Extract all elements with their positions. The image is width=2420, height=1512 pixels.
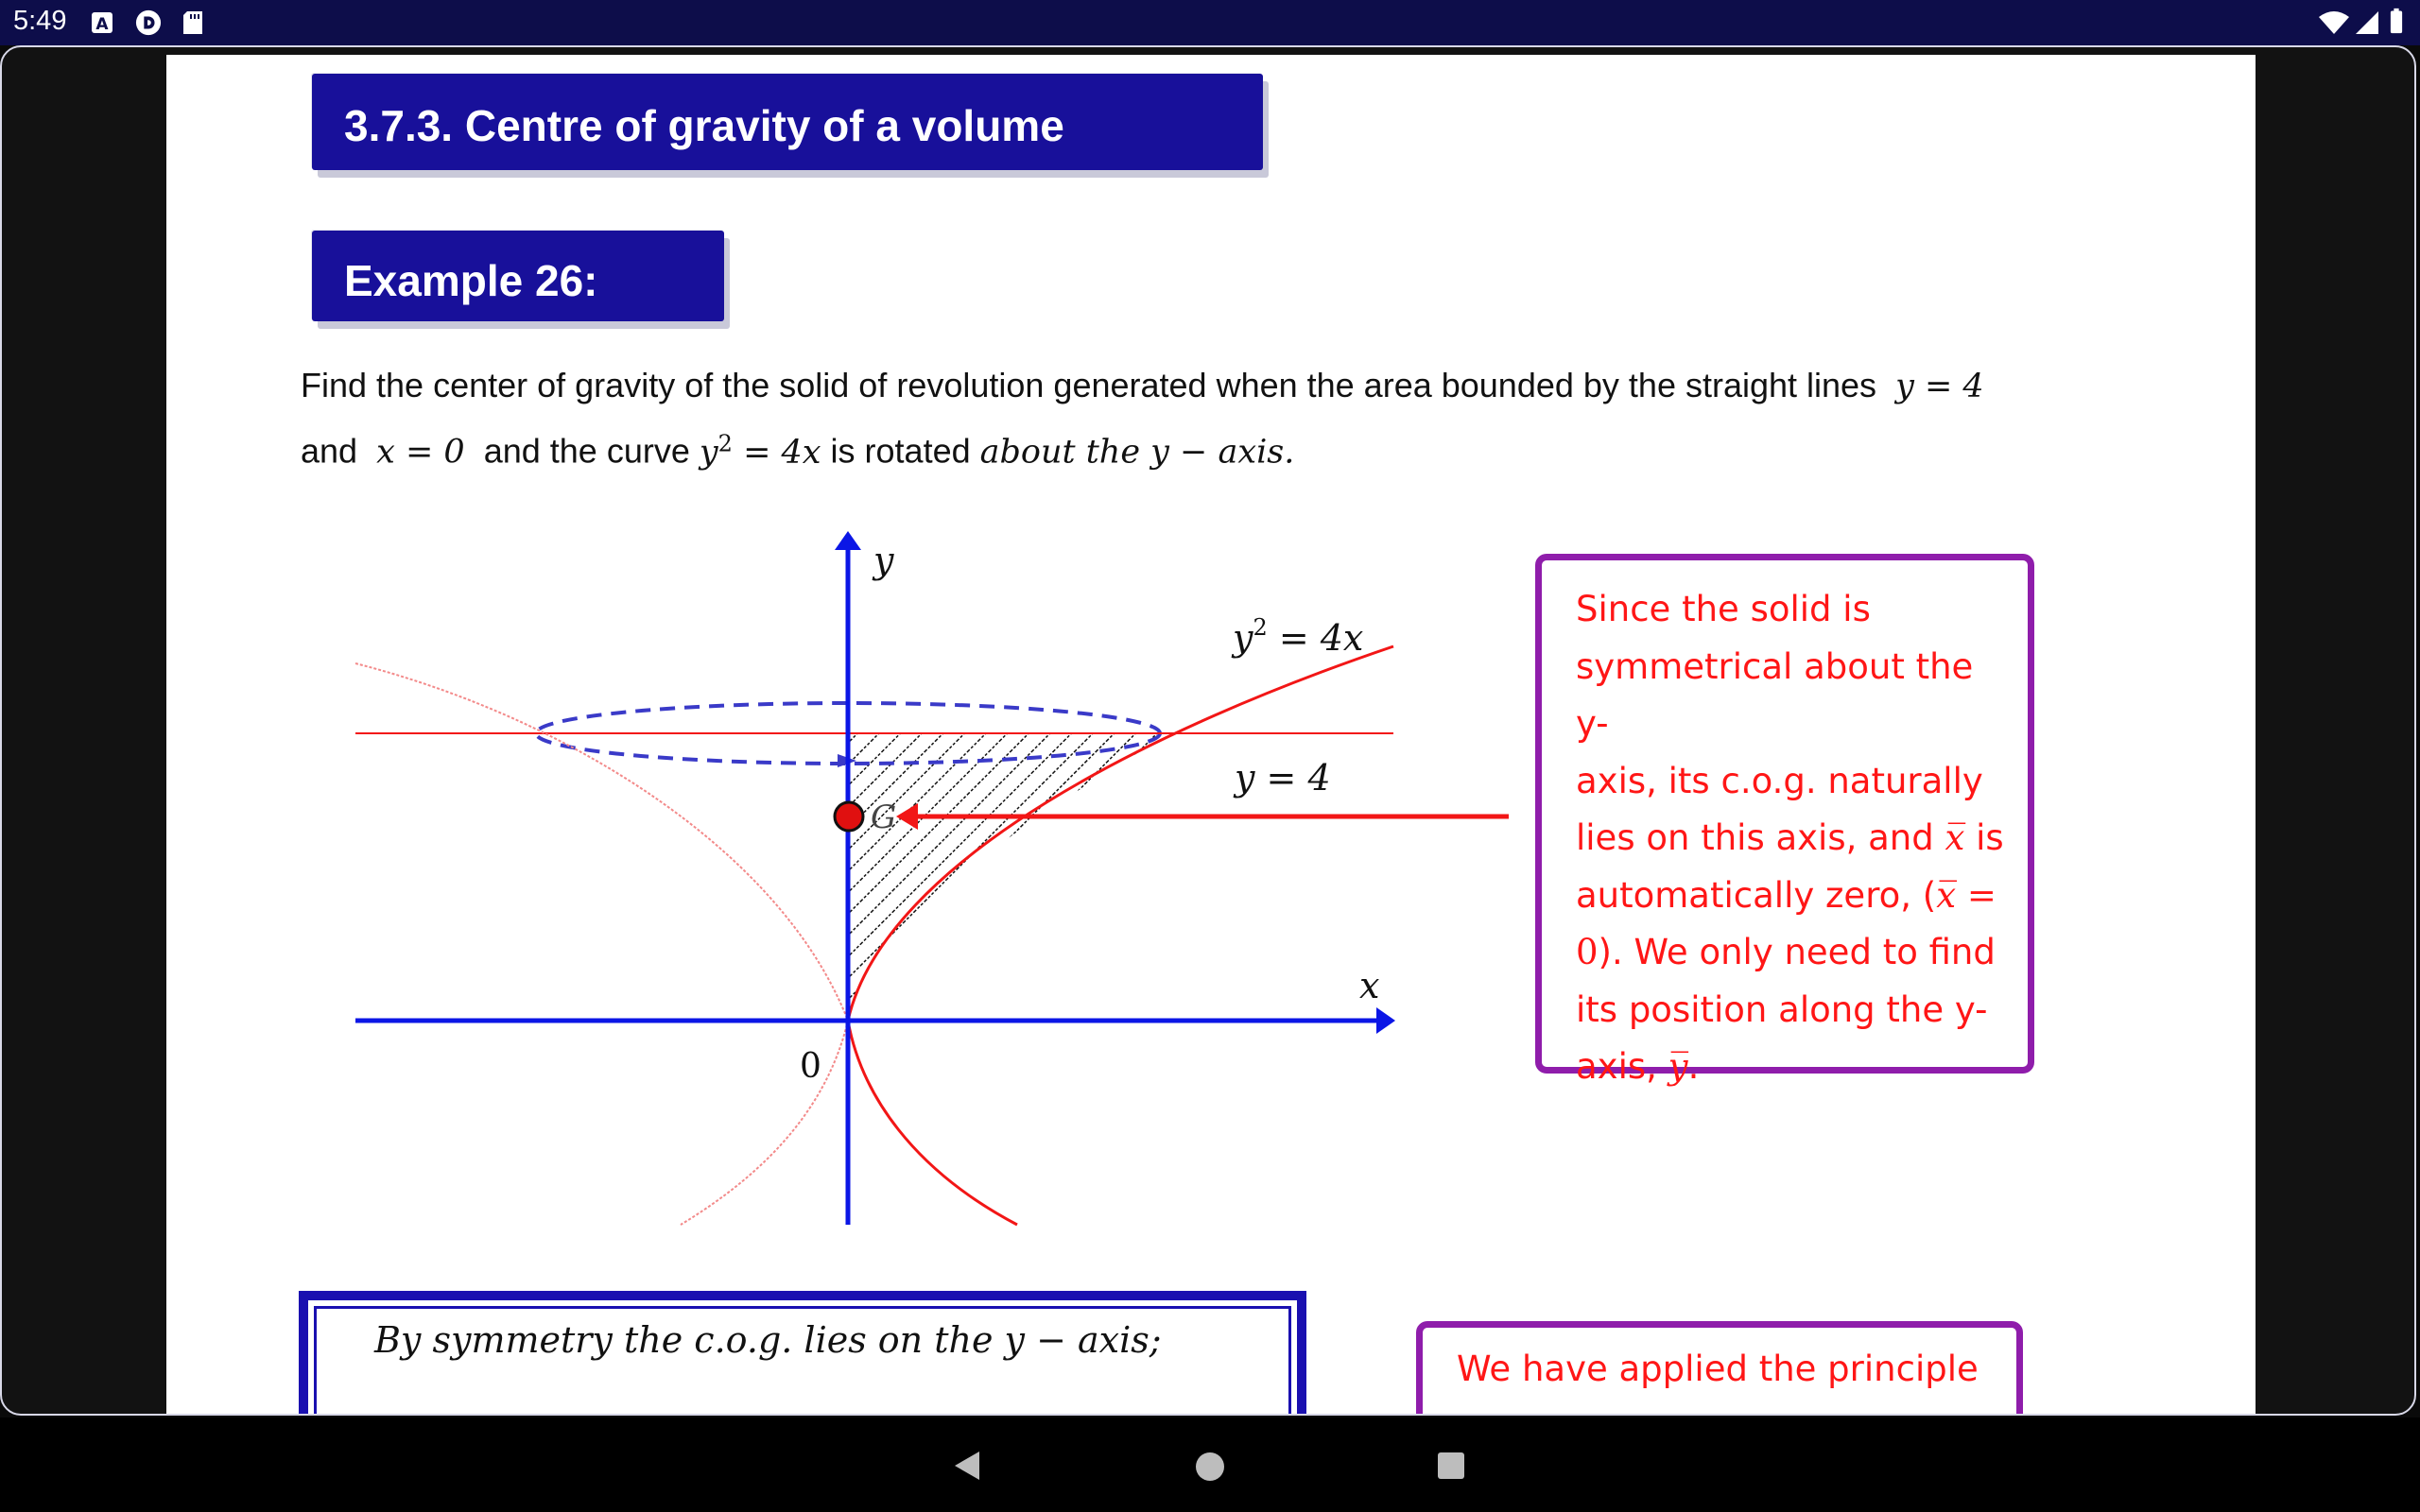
principle-note-text: We have applied the principle <box>1457 1349 1979 1389</box>
symmetry-text: By symmetry the c.o.g. lies on the y − axis; <box>374 1319 1162 1361</box>
note-ybar: y̅ <box>1668 1046 1688 1087</box>
equation-curve-base: y <box>699 433 718 472</box>
note-line-3: axis, its c.o.g. naturally <box>1576 760 1983 801</box>
signal-icon <box>2354 9 2380 36</box>
note-line-4b: is <box>1964 817 2004 858</box>
note-line-5b: = <box>1956 874 1996 916</box>
note-line-5 <box>1576 868 2011 925</box>
note-line-6a: 0 <box>1576 932 1599 972</box>
back-icon[interactable] <box>953 1450 981 1482</box>
curve-label <box>1231 614 1363 659</box>
symmetry-box <box>299 1291 1306 1416</box>
section-heading: 3.7.3. Centre of gravity of a volume <box>312 74 1263 170</box>
shaded-region <box>848 733 1174 1026</box>
equation-curve-exp: 2 <box>717 430 733 456</box>
navigation-bar <box>0 1418 2420 1512</box>
note-line-1: Since the solid is <box>1576 589 1871 629</box>
y-axis-label: y <box>873 540 894 581</box>
status-time: 5:49 <box>13 6 67 36</box>
problem-text-2: and <box>301 431 358 471</box>
wifi-icon <box>2318 9 2350 36</box>
x-axis-label: x <box>1359 965 1380 1006</box>
problem-text-3: and the curve <box>483 431 690 471</box>
note-line-5a: automatically zero, ( <box>1576 874 1937 916</box>
status-bar <box>0 0 2420 45</box>
equation-x-equals-0: x = 0 <box>376 433 465 472</box>
note-line-6b: ). We only need to find <box>1598 932 1996 972</box>
problem-text-1: Find the center of gravity of the solid of revolution generated when the area bounded by the straight lines <box>301 366 1877 404</box>
note-line-8 <box>1576 1039 2011 1096</box>
origin-label: 0 <box>800 1047 821 1086</box>
note-line-4 <box>1576 810 2011 868</box>
revolution-diagram <box>166 55 1509 1283</box>
equation-y-equals-4: y = 4 <box>1895 368 1984 405</box>
app-frame <box>0 45 2416 1416</box>
svg-text:A: A <box>95 15 109 34</box>
problem-text-4: is rotated <box>830 431 971 471</box>
note-line-4a: lies on this axis, and <box>1576 817 1945 858</box>
a-box-icon <box>91 9 115 36</box>
note-line-8b: . <box>1687 1046 1700 1087</box>
note-xbar-1: x̅ <box>1945 817 1965 858</box>
recents-icon[interactable] <box>1437 1452 1465 1480</box>
note-line-6 <box>1576 924 2011 982</box>
centroid-point <box>835 802 863 831</box>
curve-label-base: y <box>1233 617 1253 659</box>
note-line-8a: axis, <box>1576 1046 1668 1087</box>
battery-icon <box>2388 8 2405 34</box>
centroid-label: G <box>871 799 897 836</box>
curve-label-exp: 2 <box>1253 614 1268 641</box>
x-axis-arrow-icon <box>1376 1007 1395 1034</box>
document-page[interactable] <box>166 55 2256 1416</box>
problem-text-5: about the y − axis. <box>979 433 1295 472</box>
mirror-curve <box>355 663 848 1225</box>
principle-note <box>1416 1321 2023 1416</box>
note-line-2: symmetrical about the y- <box>1576 645 1974 744</box>
symmetry-note <box>1535 554 2034 1087</box>
sd-card-icon <box>182 9 204 36</box>
note-xbar-2: x̅ <box>1936 874 1957 916</box>
curve-label-rest: = 4x <box>1267 617 1364 659</box>
home-icon[interactable] <box>1195 1452 1225 1482</box>
y-axis-arrow-icon <box>835 531 861 550</box>
note-line-7: its position along the y- <box>1576 988 1988 1030</box>
line-label: y = 4 <box>1235 757 1331 799</box>
sync-circle-icon <box>132 9 164 36</box>
equation-curve-rest: = 4x <box>732 433 821 472</box>
example-heading: Example 26: <box>312 231 724 321</box>
